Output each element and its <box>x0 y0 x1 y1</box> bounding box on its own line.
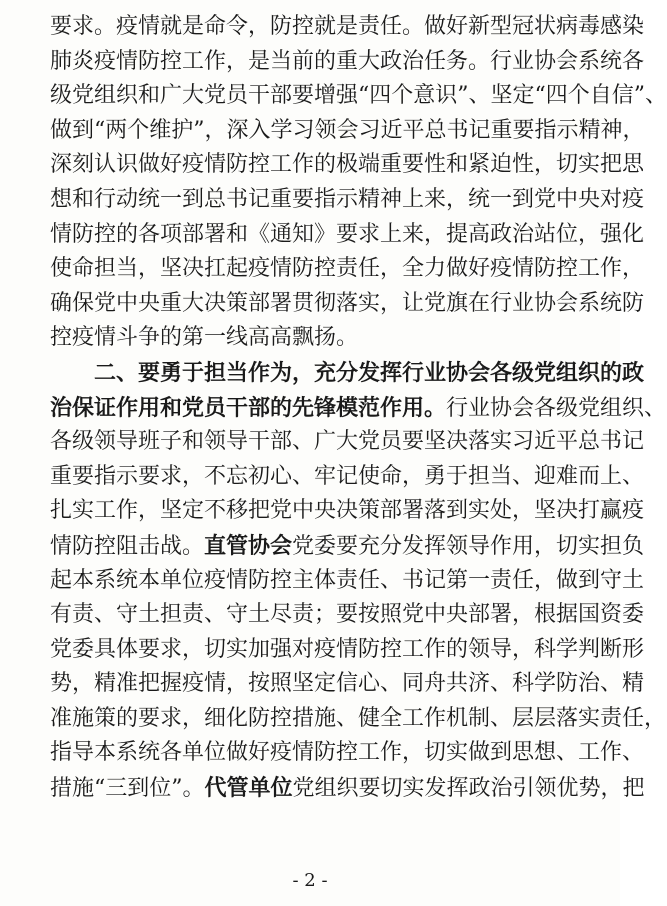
text-line <box>50 771 645 806</box>
text-span: 行业协会各级党组织、 <box>446 395 667 421</box>
page-number: - 2 - <box>292 870 328 891</box>
text-line: 控疫情斗争的第一线高高飘扬。 <box>50 325 359 351</box>
text-line: 重要指示要求，不忘初心、牢记使命，勇于担当、迎难而上、 <box>50 463 645 489</box>
text-span: 党委要充分发挥领导作用，切实担负 <box>292 533 645 559</box>
text-line: 想和行动统一到总书记重要指示精神上来，统一到党中央对疫 <box>50 186 645 212</box>
text-line: 深刻认识做好疫情防控工作的极端重要性和紧迫性，切实把思 <box>50 152 645 178</box>
text-line: 势，精准把握疫情，按照坚定信心、同舟共济、科学防治、精 <box>50 671 645 697</box>
text-span: 措施“三到位”。 <box>50 776 205 802</box>
text-line: 要求。疫情就是命令，防控就是责任。做好新型冠状病毒感染 <box>50 14 645 39</box>
text-line: 有责、守土担责、守土尽责；要按照党中央部署，根据国资委 <box>50 602 645 628</box>
text-line: 党委具体要求，切实加强对疫情防控工作的领导，科学判断形 <box>50 636 645 662</box>
text-line: 指导本系统各单位做好疫情防控工作，切实做到思想、工作、 <box>50 740 645 766</box>
section-heading-bold: 治保证作用和党员干部的先锋模范作用。 <box>50 394 447 421</box>
text-span: 情防控阻击战。 <box>50 533 205 559</box>
document-body <box>50 10 667 806</box>
bold-term: 代管单位 <box>204 775 293 802</box>
text-line: 确保党中央重大决策部署贯彻落实，让党旗在行业协会系统防 <box>50 290 645 316</box>
text-line: 各级领导班子和领导干部、广大党员要坚决落实习近平总书记 <box>50 429 645 455</box>
text-line: 情防控的各项部署和《通知》要求上来，提高政治站位，强化 <box>50 221 645 247</box>
text-line <box>50 529 645 564</box>
text-span: 党组织要切实发挥政治引领优势，把 <box>292 776 645 802</box>
text-line: 级党组织和广大党员干部要增强“四个意识”、坚定“四个自信”、 <box>50 83 667 109</box>
text-line: 肺炎疫情防控工作，是当前的重大政治任务。行业协会系统各 <box>50 48 645 74</box>
section-heading-line: 二、要勇于担当作为，充分发挥行业协会各级党组织的政 <box>94 359 645 386</box>
bold-term: 直管协会 <box>204 532 293 559</box>
text-line: 扎实工作，坚定不移把党中央决策部署落到实处，坚决打赢疫 <box>50 498 645 524</box>
text-line: 起本系统本单位疫情防控主体责任、书记第一责任，做到守土 <box>50 567 645 593</box>
text-line: 做到“两个维护”，深入学习领会习近平总书记重要指示精神， <box>50 117 645 143</box>
text-line: 使命担当，坚决扛起疫情防控责任，全力做好疫情防控工作， <box>50 256 645 282</box>
text-line <box>50 391 667 426</box>
text-line: 准施策的要求，细化防控措施、健全工作机制、层层落实责任， <box>50 705 667 731</box>
